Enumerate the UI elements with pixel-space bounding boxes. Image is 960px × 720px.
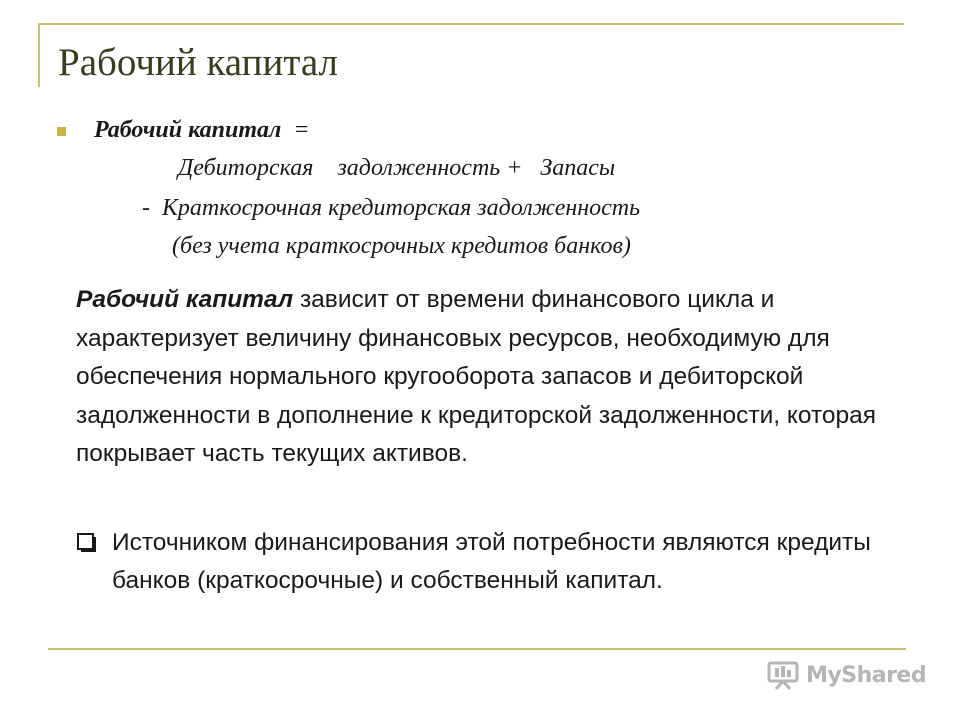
slide-title: Рабочий капитал [58,41,338,84]
bullet-square-icon [57,127,66,136]
watermark [766,660,926,690]
watermark-text: MyShared [806,662,927,688]
checkbox-bullet-icon [77,533,97,553]
paragraph-lead: Рабочий капитал [76,286,294,313]
description-paragraph [76,281,896,474]
financing-note: Источником финансирования этой потребности являются кредиты банков (краткосрочные) и собственный капитал. [112,529,871,594]
formula-lhs: Рабочий капитал [94,117,282,143]
formula-line-1 [94,117,310,144]
formula-equals: = [281,117,310,143]
formula-line-4: (без учета краткосрочных кредитов банков) [172,233,631,259]
formula-line-3: - Краткосрочная кредиторская задолженность [142,195,641,221]
left-rule [38,23,40,87]
formula-line-2: Дебиторская задолженность + Запасы [178,155,616,181]
bottom-rule [48,648,906,650]
presentation-board-icon [766,660,800,690]
top-rule [38,23,904,25]
paragraph-body: зависит от времени финансового цикла и характеризует величину финансовых ресурсов, необходимую для обеспечения нормального кругооборота запасов и дебиторской задолженности в дополнение к кредиторской задолженности, которая покрывает часть текущих активов. [76,286,877,467]
